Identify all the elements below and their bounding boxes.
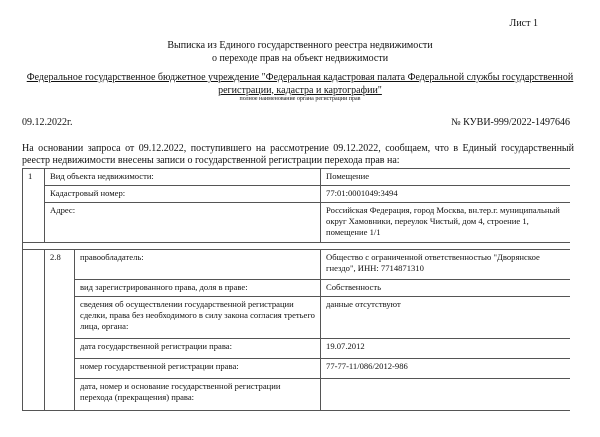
table-row xyxy=(23,186,571,203)
table-row xyxy=(23,280,571,297)
row-label: правообладатель: xyxy=(75,250,321,280)
row-value: данные отсутствуют xyxy=(321,297,570,339)
row-value: Собственность xyxy=(321,280,570,297)
row-label: дата, номер и основание государственной регистрации перехода (прекращения) права: xyxy=(75,379,321,411)
section-gap xyxy=(23,243,571,250)
row-value: 77-77-11/086/2012-986 xyxy=(321,359,570,379)
row-value: 19.07.2012 xyxy=(321,339,570,359)
row-label: Вид объекта недвижимости: xyxy=(45,169,321,186)
org-line-2: регистрации, кадастра и картографии" xyxy=(218,84,382,96)
document-date: 09.12.2022г. xyxy=(22,117,73,128)
row-value: Российская Федерация, город Москва, вн.тер.г. муниципальный округ Хамовники, переулок Чистый, дом 4, строение 1, помещение 1/1 xyxy=(321,203,570,243)
table-row xyxy=(23,297,571,339)
table-row xyxy=(23,359,571,379)
subsection-number: 2.8 xyxy=(45,250,75,280)
row-label: Адрес: xyxy=(45,203,321,243)
row-value xyxy=(321,379,570,411)
records-table-wrapper xyxy=(22,168,570,437)
section-number-spacer xyxy=(23,186,45,203)
title-line-1: Выписка из Единого государственного реестра недвижимости xyxy=(167,40,433,51)
intro-paragraph: На основании запроса от 09.12.2022, поступившего на рассмотрение 09.12.2022, сообщаем, что в Единый государственный реестр недвижимости внесены записи о государственной регистрации перехода прав на: xyxy=(22,143,574,166)
table-row xyxy=(23,339,571,359)
table-row xyxy=(23,379,571,411)
org-caption: полное наименование органа регистрации прав xyxy=(239,96,361,102)
row-label: Кадастровый номер: xyxy=(45,186,321,203)
org-line-1: Федеральное государственное бюджетное учреждение "Федеральная кадастровая палата Федеральной службы государственной xyxy=(26,72,574,83)
sheet-number: Лист 1 xyxy=(509,18,538,29)
table-row xyxy=(23,250,571,280)
document-number: № КУВИ-999/2022-1497646 xyxy=(451,117,570,128)
row-label: номер государственной регистрации права: xyxy=(75,359,321,379)
title-line-2: о переходе прав на объект недвижимости xyxy=(211,52,389,64)
records-table xyxy=(22,168,570,411)
row-label: вид зарегистрированного права, доля в праве: xyxy=(75,280,321,297)
row-label: дата государственной регистрации права: xyxy=(75,339,321,359)
row-value: Общество с ограниченной ответственностью "Дворянское гнездо", ИНН: 7714871310 xyxy=(321,250,570,280)
section-number: 1 xyxy=(23,169,45,186)
row-value: 77:01:0001049:3494 xyxy=(321,186,570,203)
row-label: сведения об осуществлении государственной регистрации сделки, права без необходимого в силу закона согласия третьего лица, органа: xyxy=(75,297,321,339)
section-number-spacer xyxy=(23,203,45,243)
table-row xyxy=(23,203,571,243)
table-row xyxy=(23,169,571,186)
row-value: Помещение xyxy=(321,169,570,186)
document-title xyxy=(0,40,600,65)
organization-name xyxy=(14,72,586,97)
section-spacer xyxy=(23,250,45,280)
